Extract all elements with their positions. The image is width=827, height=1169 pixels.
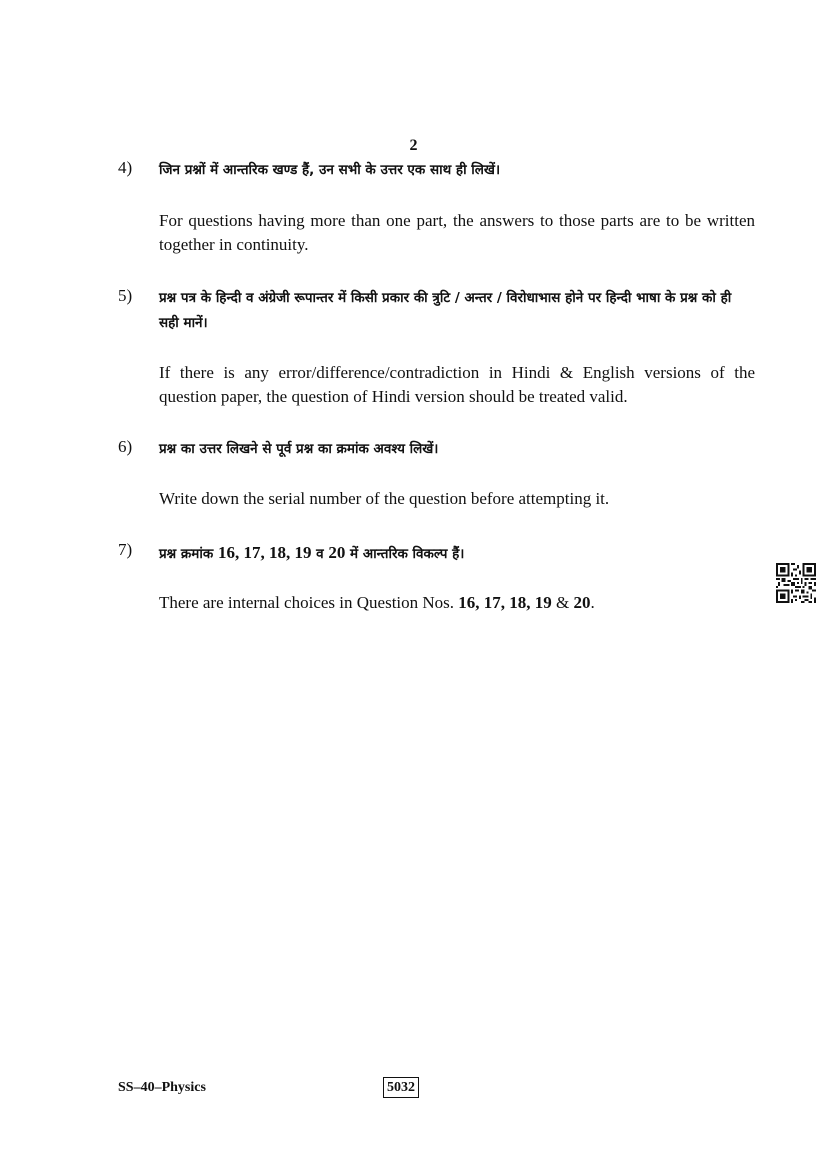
english-conjunction: & [551,593,574,612]
instruction-number: 6) [118,437,133,456]
english-prefix: There are internal choices in Question Nos. [159,593,459,612]
question-numbers: 16, 17, 18, 19 [458,593,552,612]
instruction-english-text: If there is any error/difference/contradiction in Hindi & English versions of the question paper, the question of Hindi version should be treated valid. [159,363,755,406]
instruction-hindi-text: जिन प्रश्नों में आन्तरिक खण्ड हैं, उन सभी के उत्तर एक साथ ही लिखें। [159,162,501,178]
instruction-hindi-text: प्रश्न पत्र के हिन्दी व अंग्रेजी रूपान्तर में किसी प्रकार की त्रुटि / अन्तर / विरोधाभास होने पर हिन्दी भाषा के प्रश्न को ही सही मानें। [159,290,732,331]
paper-code: SS–40–Physics [118,1080,206,1095]
question-number-last: 20 [328,543,346,562]
question-number-last: 20 [573,593,591,612]
instruction-hindi-text: प्रश्न का उत्तर लिखने से पूर्व प्रश्न का क्रमांक अवश्य लिखें। [159,441,439,457]
qr-code-icon [776,563,816,603]
question-numbers: 16, 17, 18, 19 [217,543,312,562]
page-code-box: 5032 [383,1077,419,1098]
instruction-number: 7) [118,540,133,559]
hindi-suffix: में आन्तरिक विकल्प हैं। [345,546,465,562]
english-suffix: . [590,593,595,612]
instruction-number: 4) [118,158,133,177]
hindi-prefix: प्रश्न क्रमांक [159,546,218,562]
instruction-english-text [159,591,755,615]
instruction-english-text: Write down the serial number of the question before attempting it. [159,489,610,508]
instruction-number: 5) [118,286,133,305]
instruction-english-text: For questions having more than one part, the answers to those parts are to be written together in continuity. [159,211,755,254]
page-number: 2 [409,137,418,154]
hindi-conjunction: व [311,546,329,562]
instruction-hindi-text [159,540,755,567]
